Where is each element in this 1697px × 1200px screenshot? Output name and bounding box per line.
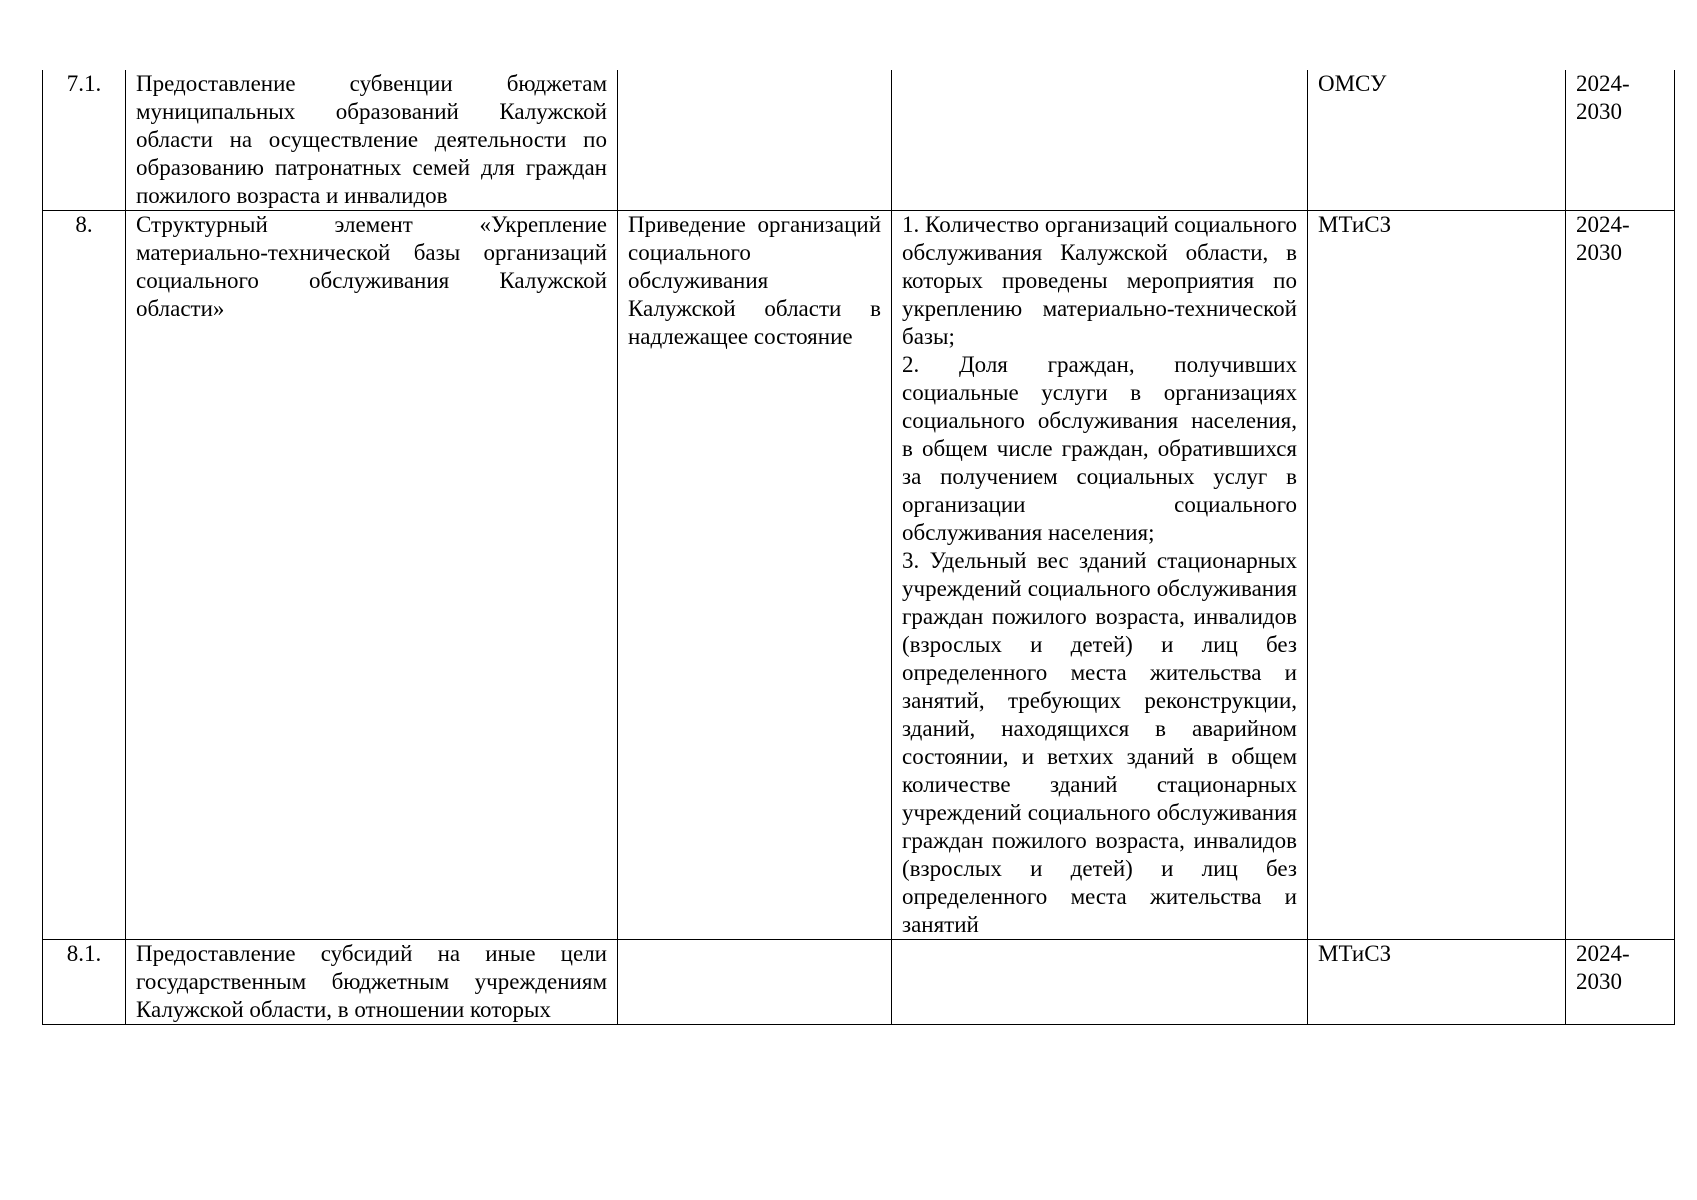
indicator-item: 1. Количество организаций социального обслуживания Калужской области, в которых проведены мероприятия по укреплению материально-технической базы; <box>902 212 1297 349</box>
row-number: 8. <box>43 211 126 940</box>
measures-table <box>42 70 1675 1025</box>
task-cell <box>618 940 892 1025</box>
measure-name: Структурный элемент «Укрепление материально-технической базы организаций социального обслуживания Калужской области» <box>126 211 618 940</box>
row-number: 7.1. <box>43 70 126 211</box>
indicator-item: 2. Доля граждан, получивших социальные услуги в организациях социального обслуживания населения, в общем числе граждан, обратившихся за получением социальных услуг в организации социального обслуживания населения; <box>902 352 1297 545</box>
executor-cell: ОМСУ <box>1308 70 1566 211</box>
indicators-cell <box>892 70 1308 211</box>
table-row <box>43 70 1675 211</box>
measure-name-cell <box>126 940 618 1025</box>
task-cell: Приведение организаций социального обслуживания Калужской области в надлежащее состояние <box>618 211 892 940</box>
indicator-item: 3. Удельный вес зданий стационарных учреждений социального обслуживания граждан пожилого возраста, инвалидов (взрослых и детей) и лиц без определенного места жительства и занятий, требующих реконструкции, зданий, находящихся в аварийном состоянии, и ветхих зданий в общем количестве зданий стационарных учреждений социального обслуживания граждан пожилого возраста, инвалидов (взрослых и детей) и лиц без определенного места жительства и занятий <box>902 548 1297 937</box>
period-cell: 2024-2030 <box>1566 70 1675 211</box>
measure-name: Предоставление субсидий на иные цели государственным бюджетным учреждениям Калужской области, в отношении которых <box>136 941 607 1022</box>
period-cell: 2024-2030 <box>1566 940 1675 1025</box>
executor-cell: МТиСЗ <box>1308 940 1566 1025</box>
table-row <box>43 940 1675 1025</box>
task-cell <box>618 70 892 211</box>
period-cell: 2024-2030 <box>1566 211 1675 940</box>
table-row <box>43 211 1675 940</box>
measure-name: Предоставление субвенции бюджетам муниципальных образований Калужской области на осуществление деятельности по образованию патронатных семей для граждан пожилого возраста и инвалидов <box>126 70 618 211</box>
executor-cell: МТиСЗ <box>1308 211 1566 940</box>
indicators-cell <box>892 211 1308 940</box>
indicators-cell <box>892 940 1308 1025</box>
row-number: 8.1. <box>43 940 126 1025</box>
